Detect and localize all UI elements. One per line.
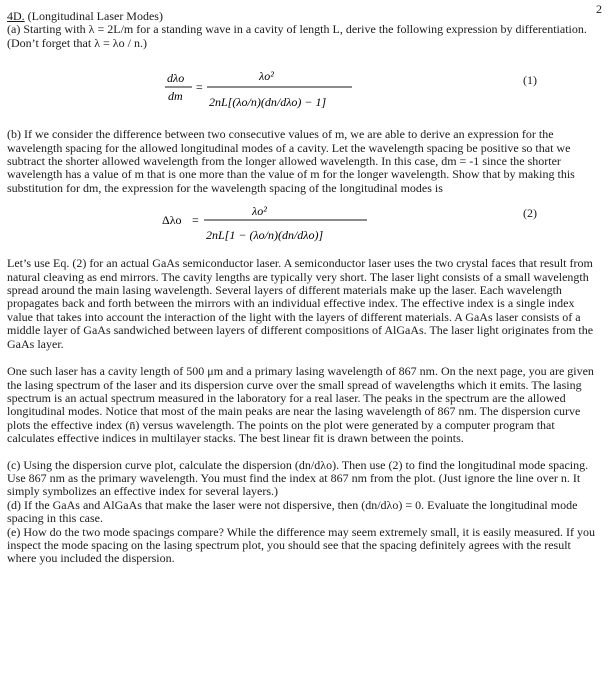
part-a-text: (a) Starting with λ = 2L/m for a standing wave in a cavity of length L, derive the following expression by differentiation. (Don’t forget that λ = λo / n.) xyxy=(7,22,587,50)
eq1-rhs-num: λo² xyxy=(259,69,274,84)
equation-1 xyxy=(7,62,597,128)
paragraph-spectrum: One such laser has a cavity length of 500 μm and a primary lasing wavelength of 867 nm. On the next page, you are given the lasing spectrum of the laser and its dispersion curve over the small spread of wavelengths which it emits. The lasing spectrum is an actual spectrum measured in the laboratory for a real laser. The peaks in the spectrum are the allowed longitudinal modes. Notice that most of the main peaks are near the lasing wavelength of 867 nm. The dispersion curve plots the effective index (n̄) versus wavelength. The points on the plot were generated by a computer program that calculates effective indices in multilayer stacks. The best linear fit is drawn between the points. xyxy=(7,364,594,446)
equation-2 xyxy=(7,203,597,257)
eq1-lhs-den: dm xyxy=(168,89,183,104)
equation-2-graphic xyxy=(152,203,552,257)
eq2-rhs-den: 2nL[1 − (λo/n)(dn/dλo)] xyxy=(206,228,324,243)
eq1-equals: = xyxy=(196,80,203,95)
part-b-text: (b) If we consider the difference between two consecutive values of m, we are able to derive an expression for the wavelength spacing for the allowed longitudinal modes of a cavity. Let the wavelength spacing be positive so that we subtract the shorter allowed wavelength from the longer allowed wavelength. In this case, dm = -1 since the shorter wavelength has a value of m that is one more than the value of m for the longer wavelength. Show that by making this substitution for dm, the expression for the wavelength spacing of the longitudinal modes is xyxy=(7,127,575,195)
eq2-lhs: Δλo xyxy=(162,213,182,228)
eq2-rhs-num: λo² xyxy=(252,204,267,219)
eq1-rhs-den: 2nL[(λo/n)(dn/dλo) − 1] xyxy=(209,95,327,110)
problem-4d xyxy=(7,10,597,566)
eq1-lhs-num: dλo xyxy=(167,71,185,86)
paragraph-gaas-laser: Let’s use Eq. (2) for an actual GaAs semiconductor laser. A semiconductor laser uses the two crystal faces that result from natural cleaving as end mirrors. The cavity lengths are typically very short. The laser light consists of a small wavelength spread around the main lasing wavelength. Several layers of different materials make up the laser. Each wavelength propagates back and forth between the mirrors with an individual effective index. The effective index is a single index value that takes into account the interaction of the light with the layers of different materials. A GaAs laser consists of a middle layer of GaAs sandwiched between layers of different compositions of AlGaAs. The laser light originates from the GaAs layer. xyxy=(7,256,594,351)
problem-title xyxy=(7,10,597,23)
part-e-text: (e) How do the two mode spacings compare? While the difference may seem extremely small, it is easily measured. If you inspect the mode spacing on the lasing spectrum plot, you should see that the spacing definitely agrees with the result where you included the dispersion. xyxy=(7,524,596,566)
problem-number: 4D. xyxy=(7,9,25,23)
equation-1-graphic xyxy=(147,62,547,128)
page-number: 2 xyxy=(596,2,602,16)
part-c-text: (c) Using the dispersion curve plot, calculate the dispersion (dn/dλo). Then use (2) to find the longitudinal mode spacing. Use 867 nm as the primary wavelength. You must find the index at 867 nm from the plot. (Just ignore the line over n. It simply symbolizes an effective index for several layers.) xyxy=(7,457,589,499)
equation-2-number: (2) xyxy=(523,206,537,221)
equation-1-number: (1) xyxy=(523,73,537,88)
eq2-equals: = xyxy=(192,213,199,228)
part-d-text: (d) If the GaAs and AlGaAs that make the laser were not dispersive, then (dn/dλo) = 0. Evaluate the longitudinal mode spacing in this case. xyxy=(7,497,578,526)
problem-heading: (Longitudinal Laser Modes) xyxy=(24,9,163,23)
